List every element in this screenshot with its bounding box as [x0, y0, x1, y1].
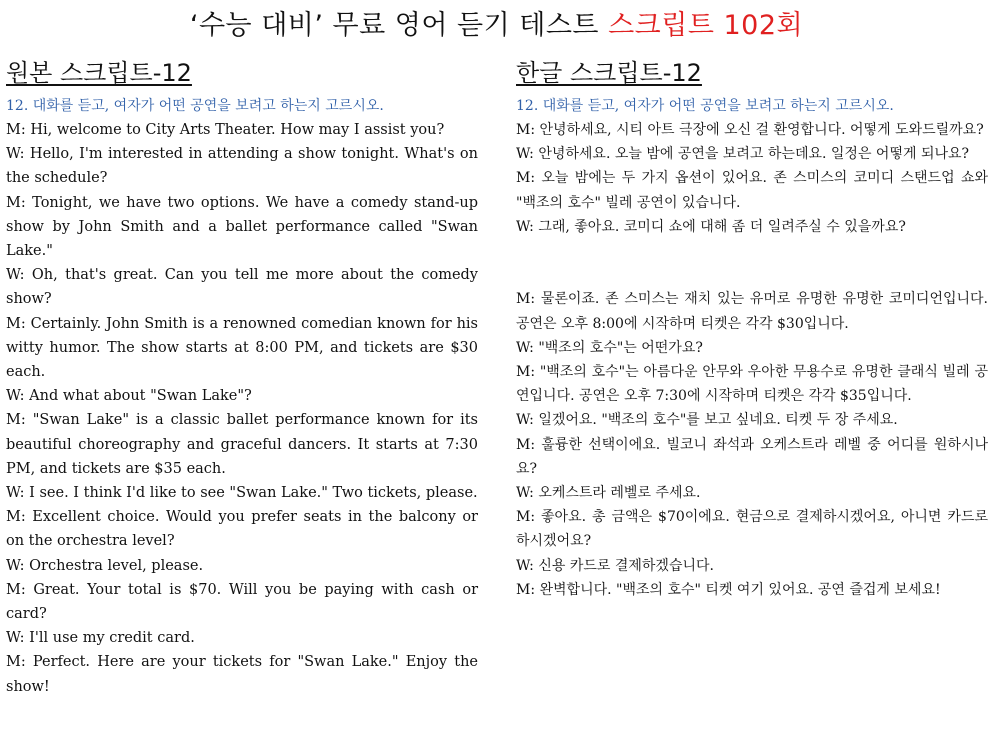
title-highlight: 스크립트 102회 [608, 10, 804, 41]
dialogue-line: W: "백조의 호수"는 어떤가요? [516, 339, 703, 356]
dialogue-line: M: Certainly. John Smith is a renowned comedian known for his witty humor. The show starts at 8:00 PM, and tickets are $30 each. [6, 315, 478, 381]
question-text: 12. 대화를 듣고, 여자가 어떤 공연을 보려고 하는지 고르시오. [516, 98, 894, 114]
original-script-column [6, 56, 478, 699]
dialogue-line: M: 물론이죠. 존 스미스는 재치 있는 유머로 유명한 유명한 코미디언입니다. 공연은 오후 8:00에 시작하며 티켓은 각각 $30입니다. [516, 291, 988, 332]
page-title [0, 8, 993, 44]
dialogue-line: M: Excellent choice. Would you prefer seats in the balcony or on the orchestra level? [6, 509, 478, 550]
title-main: ‘수능 대비’ 무료 영어 듣기 테스트 [189, 10, 609, 41]
dialogue-line: M: 오늘 밤에는 두 가지 옵션이 있어요. 존 스미스의 코미디 스탠드업 쇼와 "백조의 호수" 빌레 공연이 있습니다. [516, 170, 988, 211]
dialogue-line: M: Perfect. Here are your tickets for "Swan Lake." Enjoy the show! [6, 654, 478, 695]
dialogue-line: M: 훌륭한 선택이에요. 빌코니 좌석과 오케스트라 레벨 중 어디를 원하시나요? [516, 436, 988, 477]
dialogue-line: M: 완벽합니다. "백조의 호수" 티켓 여기 있어요. 공연 즐겁게 보세요! [516, 581, 941, 598]
dialogue-line: W: And what about "Swan Lake"? [6, 388, 252, 405]
dialogue-line: M: 좋아요. 총 금액은 $70이에요. 현금으로 결제하시겠어요, 아니면 카드로 하시겠어요? [516, 509, 988, 550]
original-script-heading: 원본 스크립트-12 [6, 59, 192, 87]
dialogue-line: M: "Swan Lake" is a classic ballet performance known for its beautiful choreography and graceful dancers. It starts at 7:30 PM, and tickets are $35 each. [6, 412, 478, 477]
dialogue-line: W: I see. I think I'd like to see "Swan Lake." Two tickets, please. [6, 485, 478, 502]
dialogue-line: W: Hello, I'm interested in attending a show tonight. What's on the schedule? [6, 146, 478, 187]
dialogue-line: W: 일겠어요. "백조의 호수"를 보고 싶네요. 티켓 두 장 주세요. [516, 412, 898, 429]
dialogue-line: W: 신용 카드로 결제하겠습니다. [516, 557, 714, 574]
dialogue-line: M: Tonight, we have two options. We have a comedy stand-up show by John Smith and a ballet performance called "Swan Lake." [6, 194, 478, 260]
korean-script-column [516, 56, 988, 602]
dialogue-line: W: I'll use my credit card. [6, 630, 195, 647]
dialogue-line: W: Oh, that's great. Can you tell me more about the comedy show? [6, 267, 478, 308]
dialogue-line: M: 안녕하세요, 시티 아트 극장에 오신 걸 환영합니다. 어떻게 도와드릴까요? [516, 122, 984, 138]
korean-script-heading: 한글 스크립트-12 [516, 59, 702, 87]
dialogue-line: W: 안녕하세요. 오늘 밤에 공연을 보려고 하는데요. 일정은 어떻게 되나요? [516, 146, 970, 163]
dialogue-line: W: Orchestra level, please. [6, 557, 204, 574]
dialogue-line: W: 오케스트라 레벨로 주세요. [516, 485, 701, 502]
dialogue-line: W: 그래, 좋아요. 코미디 쇼에 대해 좀 더 일려주실 수 있을까요? [516, 218, 906, 235]
dialogue-line: M: Great. Your total is $70. Will you be paying with cash or card? [6, 581, 478, 623]
blank-gap [516, 239, 988, 287]
question-text: 12. 대화를 듣고, 여자가 어떤 공연을 보려고 하는지 고르시오. [6, 98, 384, 114]
dialogue-line: M: "백조의 호수"는 아름다운 안무와 우아한 무용수로 유명한 클래식 빌레 공연입니다. 공연은 오후 7:30에 시작하며 티켓은 각각 $35입니다. [516, 364, 988, 405]
dialogue-line: M: Hi, welcome to City Arts Theater. How may I assist you? [6, 122, 445, 138]
